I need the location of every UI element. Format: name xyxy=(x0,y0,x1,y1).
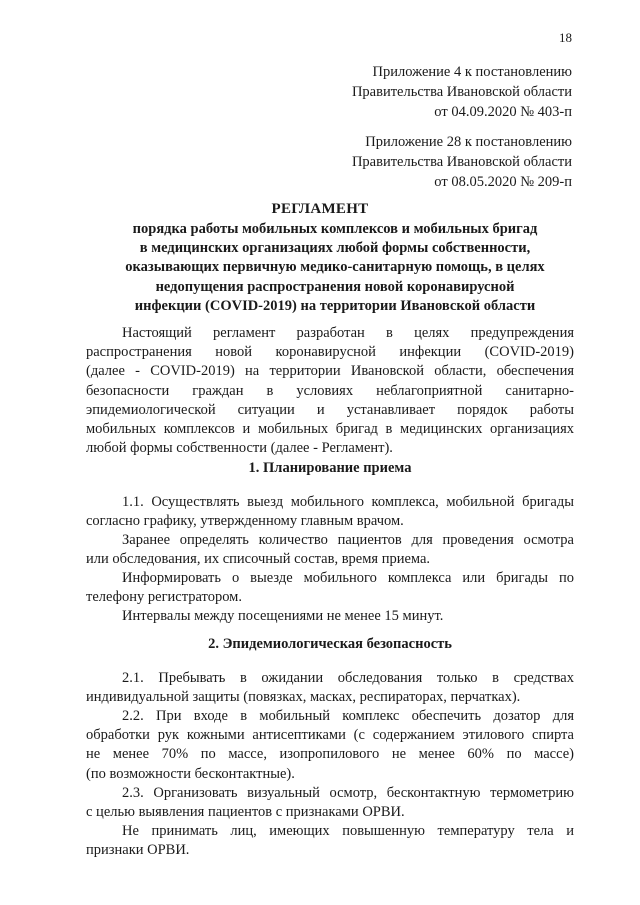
text-line: Интервалы между посещениями не менее 15 минут. xyxy=(122,608,444,624)
text-line: признаки ОРВИ. xyxy=(86,842,190,859)
appendix-note-2 xyxy=(352,132,572,192)
text-line: согласно графику, утвержденному главным врачом. xyxy=(86,513,404,530)
text-line: (по возможности бесконтактные). xyxy=(86,765,295,782)
text-line: обработки рук кожными антисептиками (с содержанием этилового спирта xyxy=(86,727,574,744)
section-2-paragraph-2 xyxy=(86,707,574,784)
appendix-2-line: Приложение 28 к постановлению xyxy=(365,134,572,150)
appendix-1-line: Приложение 4 к постановлению xyxy=(372,64,572,80)
section-1-heading: 1. Планирование приема xyxy=(248,460,412,476)
text-line: не менее 70% по массе, изопропилового не менее 60% по массе) xyxy=(86,746,574,763)
text-line: безопасности граждан в условиях неблагоприятной санитарно- xyxy=(86,382,574,399)
text-line: 2.2. При входе в мобильный комплекс обеспечить дозатор для xyxy=(122,708,574,724)
text-line: или обследования, их списочный состав, время приема. xyxy=(86,551,431,568)
page-number: 18 xyxy=(559,30,572,45)
text-line: Настоящий регламент разработан в целях предупреждения xyxy=(122,325,574,341)
text-line: Заранее определять количество пациентов для проведения осмотра xyxy=(122,532,574,548)
text-line: (далее - COVID-2019) на территории Ивановской области, обеспечения xyxy=(86,363,574,380)
section-1-paragraph-1 xyxy=(86,493,574,531)
document-subtitle xyxy=(90,220,580,316)
section-2-paragraph-4 xyxy=(86,822,574,860)
text-line: телефону регистратором. xyxy=(86,589,242,606)
subtitle-line: порядка работы мобильных комплексов и мобильных бригад xyxy=(132,221,538,237)
subtitle-line: инфекции (COVID-2019) на территории Ивановской области xyxy=(134,297,536,314)
appendix-2-line: Правительства Ивановской области xyxy=(351,154,572,170)
text-line: индивидуальной защиты (повязках, масках, респираторах, перчатках). xyxy=(86,689,521,706)
text-line: 1.1. Осуществлять выезд мобильного комплекса, мобильной бригады xyxy=(122,494,574,510)
text-line: 2.1. Пребывать в ожидании обследования только в средствах xyxy=(122,670,574,686)
section-1-paragraph-3 xyxy=(86,569,574,607)
text-line: Не принимать лиц, имеющих повышенную температуру тела и xyxy=(122,823,574,839)
appendix-2-line: от 08.05.2020 № 209-п xyxy=(434,174,572,190)
text-line: любой формы собственности (далее - Регламент). xyxy=(86,440,393,457)
text-line: эпидемиологической ситуации и устанавливает порядок работы xyxy=(86,401,574,418)
intro-paragraph xyxy=(86,324,574,458)
text-line: 2.3. Организовать визуальный осмотр, бесконтактную термометрию xyxy=(122,785,574,801)
document-title: РЕГЛАМЕНТ xyxy=(271,201,369,217)
text-line: Информировать о выезде мобильного комплекса или бригады по xyxy=(122,570,574,586)
section-1-paragraph-4 xyxy=(86,607,574,626)
text-line: распространения новой коронавирусной инфекции (COVID-2019) xyxy=(86,344,574,361)
appendix-note-1 xyxy=(352,62,572,122)
section-2-paragraph-3 xyxy=(86,784,574,822)
text-line: мобильных комплексов и мобильных бригад в медицинских организациях xyxy=(86,420,574,437)
subtitle-line: оказывающих первичную медико-санитарную помощь, в целях xyxy=(125,259,545,276)
subtitle-line: недопущения распространения новой коронавирусной xyxy=(155,278,515,295)
appendix-1-line: Правительства Ивановской области xyxy=(351,84,572,100)
section-2-heading: 2. Эпидемиологическая безопасность xyxy=(208,636,452,652)
appendix-1-line: от 04.09.2020 № 403-п xyxy=(434,104,572,120)
section-1-paragraph-2 xyxy=(86,531,574,569)
text-line: с целью выявления пациентов с признаками ОРВИ. xyxy=(86,804,405,821)
section-2-paragraph-1 xyxy=(86,669,574,707)
subtitle-line: в медицинских организациях любой формы собственности, xyxy=(139,240,531,257)
